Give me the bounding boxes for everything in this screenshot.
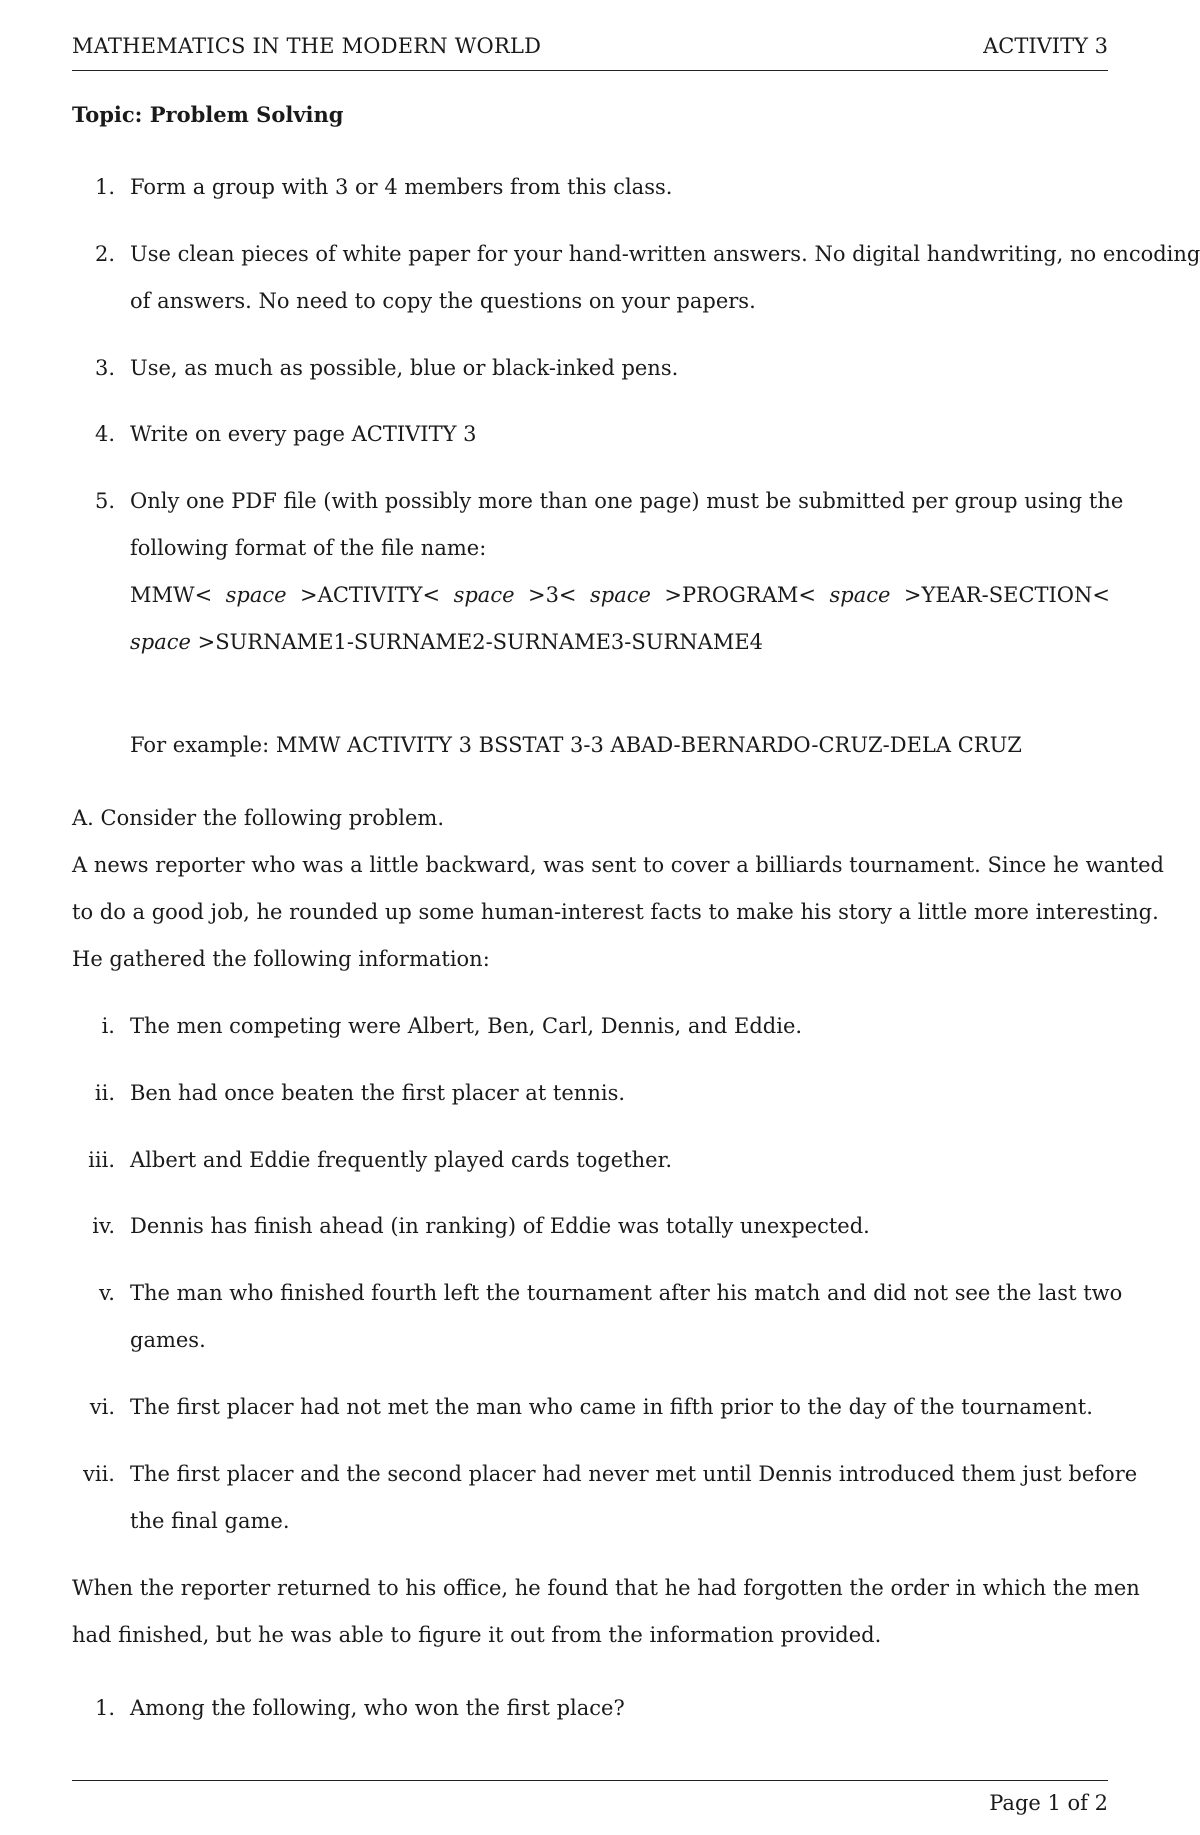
problem-intro-line: to do a good job, he rounded up some human-interest facts to make his story a little more interesting.: [72, 900, 1159, 924]
clue-number: v.: [98, 1281, 115, 1305]
placeholder-word: space: [225, 583, 287, 607]
page-footer: [72, 1780, 1108, 1815]
clue-text: Dennis has finish ahead (in ranking) of Eddie was totally unexpected.: [130, 1214, 870, 1238]
page-header: [72, 34, 1108, 71]
course-title: MATHEMATICS IN THE MODERN WORLD: [72, 34, 542, 58]
format-segment: >PROGRAM<: [650, 583, 830, 607]
instruction-number: 5.: [94, 489, 115, 513]
clue-text: The first placer and the second placer had never met until Dennis introduced them just before: [130, 1462, 1138, 1486]
problem-intro-line: He gathered the following information:: [72, 947, 490, 971]
placeholder-word: space: [453, 583, 515, 607]
clue-text: The man who finished fourth left the tournament after his match and did not see the last two: [130, 1281, 1123, 1305]
question-number: 1.: [94, 1696, 115, 1720]
instruction-number: 4.: [94, 422, 115, 446]
instruction-text: Write on every page ACTIVITY 3: [130, 422, 477, 446]
format-segment: >SURNAME1-SURNAME2-SURNAME3-SURNAME4: [190, 630, 764, 654]
instruction-text: following format of the file name:: [130, 536, 487, 560]
clue-text: games.: [130, 1328, 206, 1352]
format-segment: >3<: [514, 583, 590, 607]
instruction-text: Only one PDF file (with possibly more than one page) must be submitted per group using the: [130, 489, 1124, 513]
format-segment: MMW<: [130, 583, 226, 607]
clue-text: the final game.: [130, 1509, 290, 1533]
placeholder-word: space: [590, 583, 651, 607]
clue-text: Ben had once beaten the first placer at tennis.: [130, 1081, 626, 1105]
instruction-number: 1.: [94, 175, 115, 199]
clue-text: The men competing were Albert, Ben, Carl, Dennis, and Eddie.: [130, 1014, 803, 1038]
filename-example: For example: MMW ACTIVITY 3 BSSTAT 3-3 ABAD-BERNARDO-CRUZ-DELA CRUZ: [130, 733, 1022, 757]
instruction-text: Form a group with 3 or 4 members from this class.: [130, 175, 673, 199]
format-segment: >YEAR-SECTION<: [890, 583, 1110, 607]
clue-text: Albert and Eddie frequently played cards together.: [130, 1148, 673, 1172]
conclusion-line: When the reporter returned to his office, he found that he had forgotten the order in which the men: [72, 1576, 1140, 1600]
filename-format-line: [130, 583, 1110, 607]
activity-label: ACTIVITY 3: [983, 34, 1108, 58]
placeholder-word: space: [829, 583, 891, 607]
format-segment: >ACTIVITY<: [286, 583, 454, 607]
clue-number: vii.: [83, 1462, 115, 1486]
clue-number: iv.: [92, 1214, 115, 1238]
instruction-number: 2.: [94, 242, 115, 266]
clue-number: i.: [101, 1014, 115, 1038]
clue-number: vi.: [89, 1395, 115, 1419]
clue-number: ii.: [94, 1081, 115, 1105]
clue-number: iii.: [88, 1148, 115, 1172]
placeholder-word: space: [130, 630, 191, 654]
instruction-number: 3.: [94, 356, 115, 380]
instruction-text: Use, as much as possible, blue or black-inked pens.: [130, 356, 679, 380]
section-heading: A. Consider the following problem.: [72, 806, 445, 830]
problem-intro-line: A news reporter who was a little backward, was sent to cover a billiards tournament. Since he wanted: [72, 853, 1164, 877]
instruction-text: of answers. No need to copy the questions on your papers.: [130, 289, 756, 313]
topic-heading: Topic: Problem Solving: [72, 102, 344, 127]
clue-text: The first placer had not met the man who came in fifth prior to the day of the tournament.: [130, 1395, 1093, 1419]
page-number: Page 1 of 2: [989, 1791, 1108, 1815]
instruction-text: Use clean pieces of white paper for your hand-written answers. No digital handwriting, no encoding: [130, 242, 1200, 266]
question-text: Among the following, who won the first place?: [130, 1696, 625, 1720]
filename-format-line: [130, 630, 763, 654]
conclusion-line: had finished, but he was able to figure it out from the information provided.: [72, 1623, 882, 1647]
